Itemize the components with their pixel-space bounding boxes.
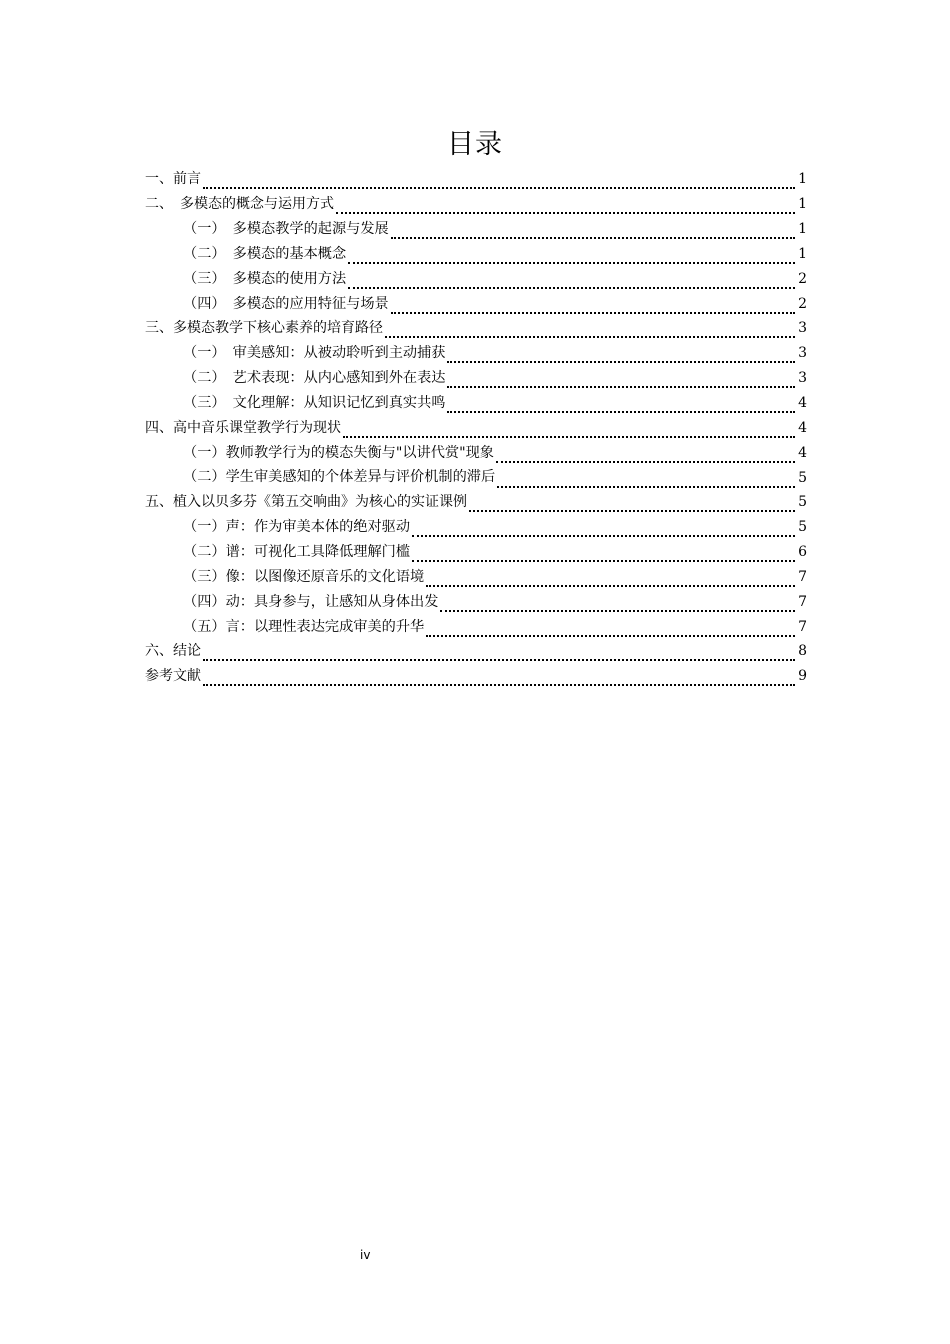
toc-entry-label: 参考文献: [145, 668, 201, 685]
toc-entry-label: （一）声：作为审美本体的绝对驱动: [183, 519, 411, 536]
toc-entry[interactable]: [145, 515, 807, 540]
toc-entry-page: 7: [798, 593, 807, 610]
toc-entry-page: 8: [798, 643, 807, 660]
dot-leader: [469, 498, 795, 512]
dot-leader: [348, 250, 795, 264]
toc-entry[interactable]: [145, 266, 807, 291]
toc-entry-page: 1: [798, 221, 807, 238]
toc-entry-label: （二） 多模态的基本概念: [183, 245, 347, 262]
toc-entry[interactable]: [145, 440, 807, 465]
toc-entry-page: 3: [798, 320, 807, 337]
toc-entry-label: （五）言：以理性表达完成审美的升华: [183, 618, 425, 635]
toc-entry-label: （一）教师教学行为的模态失衡与"以讲代赏"现象: [183, 444, 494, 461]
dot-leader: [447, 399, 795, 413]
toc-entry-label: （三） 文化理解：从知识记忆到真实共鸣: [183, 394, 446, 411]
toc-entry-page: 6: [798, 544, 807, 561]
toc-entry[interactable]: [145, 465, 807, 490]
toc-entry-label: 三、多模态教学下核心素养的培育路径: [145, 320, 383, 337]
toc-entry[interactable]: [145, 565, 807, 590]
toc-entry-page: 5: [798, 519, 807, 536]
toc-entry-label: （二） 艺术表现：从内心感知到外在表达: [183, 370, 446, 387]
toc-entry-label: 一、前言: [145, 171, 201, 188]
toc-entry-page: 9: [798, 668, 807, 685]
dot-leader: [391, 300, 795, 314]
toc-entry-page: 2: [798, 270, 807, 287]
toc-entry-label: 五、植入以贝多芬《第五交响曲》为核心的实证课例: [145, 494, 467, 511]
toc-entry[interactable]: [145, 167, 807, 192]
table-of-contents: [145, 167, 807, 689]
dot-leader: [412, 548, 795, 562]
toc-entry-label: （二）谱：可视化工具降低理解门槛: [183, 543, 411, 560]
toc-entry[interactable]: [145, 490, 807, 515]
dot-leader: [203, 647, 795, 661]
toc-entry-page: 7: [798, 568, 807, 585]
toc-entry-label: 六、结论: [145, 643, 201, 660]
toc-entry-label: 四、高中音乐课堂教学行为现状: [145, 419, 341, 436]
toc-entry-label: （四） 多模态的应用特征与场景: [183, 295, 389, 312]
toc-entry-page: 1: [798, 171, 807, 188]
dot-leader: [343, 424, 795, 438]
dot-leader: [426, 573, 795, 587]
toc-entry-label: （三）像：以图像还原音乐的文化语境: [183, 568, 425, 585]
toc-entry-label: （二）学生审美感知的个体差异与评价机制的滞后: [183, 469, 496, 486]
toc-entry[interactable]: [145, 664, 807, 689]
toc-entry-page: 5: [798, 494, 807, 511]
toc-entry-label: 二、 多模态的概念与运用方式: [145, 196, 334, 213]
dot-leader: [385, 324, 795, 338]
toc-entry[interactable]: [145, 242, 807, 267]
toc-entry-page: 3: [798, 370, 807, 387]
toc-entry[interactable]: [145, 316, 807, 341]
dot-leader: [447, 349, 795, 363]
toc-entry-page: 7: [798, 618, 807, 635]
dot-leader: [426, 623, 795, 637]
toc-entry[interactable]: [145, 291, 807, 316]
page-title: 目录: [447, 129, 503, 160]
toc-entry[interactable]: [145, 341, 807, 366]
page-number: iv: [360, 1248, 371, 1262]
toc-entry[interactable]: [145, 614, 807, 639]
dot-leader: [336, 200, 795, 214]
dot-leader: [203, 175, 795, 189]
toc-entry[interactable]: [145, 639, 807, 664]
toc-entry[interactable]: [145, 589, 807, 614]
toc-entry-label: （四）动：具身参与，让感知从身体出发: [183, 593, 439, 610]
toc-entry-page: 1: [798, 245, 807, 262]
toc-entry-page: 4: [798, 395, 807, 412]
toc-entry[interactable]: [145, 415, 807, 440]
toc-entry-label: （一） 多模态教学的起源与发展: [183, 221, 389, 237]
dot-leader: [496, 449, 795, 463]
toc-entry[interactable]: [145, 192, 807, 217]
dot-leader: [348, 275, 795, 289]
toc-entry-page: 2: [798, 295, 807, 312]
dot-leader: [412, 523, 795, 537]
dot-leader: [497, 474, 795, 488]
toc-entry[interactable]: [145, 217, 807, 242]
toc-entry-page: 1: [798, 196, 807, 213]
toc-entry[interactable]: [145, 540, 807, 565]
dot-leader: [440, 598, 795, 612]
dot-leader: [391, 225, 795, 239]
toc-entry-label: （三） 多模态的使用方法: [183, 270, 347, 287]
toc-entry-page: 5: [798, 469, 807, 486]
dot-leader: [447, 374, 795, 388]
toc-entry-page: 4: [798, 444, 807, 461]
toc-entry-label: （一） 审美感知：从被动聆听到主动捕获: [183, 345, 446, 362]
toc-entry[interactable]: [145, 366, 807, 391]
toc-entry[interactable]: [145, 391, 807, 416]
toc-entry-page: 4: [798, 419, 807, 436]
toc-entry-page: 3: [798, 345, 807, 362]
dot-leader: [203, 672, 795, 686]
